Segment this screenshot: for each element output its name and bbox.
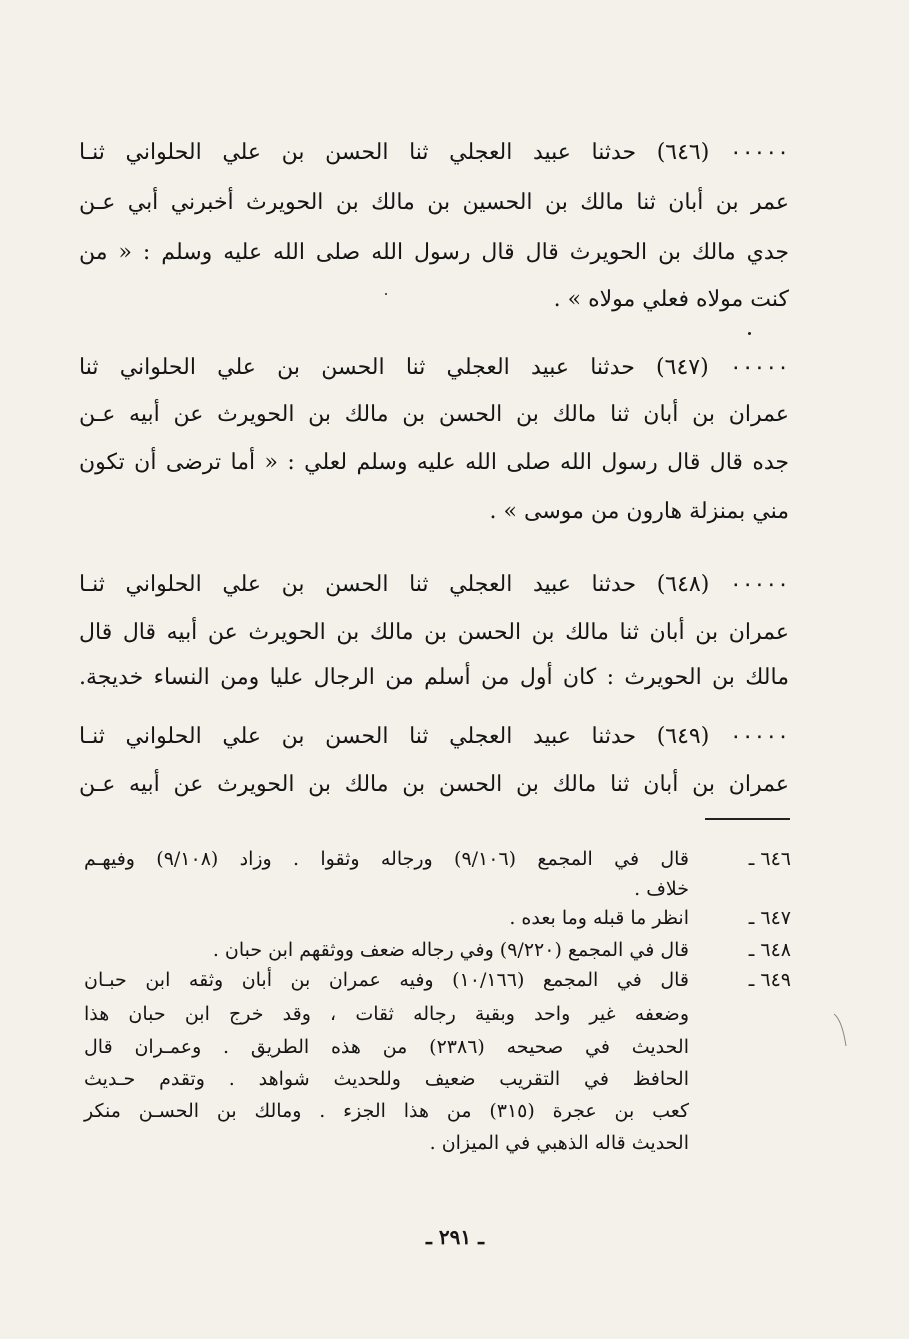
text-line: عمران بن أبان ثنا مالك بن الحسن بن مالك بن الحويرث عن أبيه عـن xyxy=(79,772,789,797)
footnote-line: وضعفه غير واحد وبقية رجاله ثقات ، وقد خرج ابن حبان هذا xyxy=(84,1003,689,1025)
footnote-line: خلاف . xyxy=(634,878,689,900)
text-line: مني بمنزلة هارون من موسى » . xyxy=(489,499,789,524)
text-line: كنت مولاه فعلي مولاه » . xyxy=(553,287,789,312)
footnote-line: الحافظ في التقريب ضعيف وللحديث شواهد . وتقدم حـديث xyxy=(84,1068,689,1090)
footnote-number: ٦٤٩ ـ xyxy=(748,969,791,991)
footnote-line: الحديث قاله الذهبي في الميزان . xyxy=(429,1132,689,1154)
text-line: جدي مالك بن الحويرث قال قال رسول الله صلى الله عليه وسلم : « من xyxy=(79,240,789,265)
footnote-line: قال في المجمع (١٠/١٦٦) وفيه عمران بن أبان وثقه ابن حبـان xyxy=(84,969,689,991)
scan-speck xyxy=(748,332,751,335)
text-line: عمران بن أبان ثنا مالك بن الحسن بن مالك بن الحويرث عن أبيه عـن xyxy=(79,402,789,427)
scan-speck xyxy=(385,293,387,295)
text-line: ٠٠٠٠٠ (٦٤٩) حدثنا عبيد العجلي ثنا الحسن بن علي الحلواني ثنـا xyxy=(79,724,789,749)
footnote-line: قال في المجمع (٩/٢٢٠) وفي رجاله ضعف ووثقهم ابن حبان . xyxy=(212,939,689,961)
footnote-number: ٦٤٧ ـ xyxy=(748,907,791,929)
footnote-line: الحديث في صحيحه (٢٣٨٦) من هذه الطريق . وعمـران قال xyxy=(84,1036,689,1058)
footnote-line: انظر ما قبله وما بعده . xyxy=(509,907,689,929)
footnote-number: ٦٤٨ ـ xyxy=(748,939,791,961)
text-line: ٠٠٠٠٠ (٦٤٨) حدثنا عبيد العجلي ثنا الحسن بن علي الحلواني ثنـا xyxy=(79,572,789,597)
text-line: ٠٠٠٠٠ (٦٤٧) حدثنا عبيد العجلي ثنا الحسن بن علي الحلواني ثنا xyxy=(79,355,789,380)
scan-mark xyxy=(832,1010,852,1050)
footnote-divider xyxy=(705,818,790,820)
text-line: ٠٠٠٠٠ (٦٤٦) حدثنا عبيد العجلي ثنا الحسن بن علي الحلواني ثنـا xyxy=(79,140,789,165)
footnote-number: ٦٤٦ ـ xyxy=(748,848,791,870)
page-number: ـ ٢٩١ ـ xyxy=(426,1225,484,1249)
footnote-line: قال في المجمع (٩/١٠٦) ورجاله وثقوا . وزاد (٩/١٠٨) وفيهـم xyxy=(84,848,690,870)
text-line: جده قال قال رسول الله صلى الله عليه وسلم لعلي : « أما ترضى أن تكون xyxy=(79,450,789,475)
text-line: مالك بن الحويرث : كان أول من أسلم من الرجال عليا ومن النساء خديجة. xyxy=(79,665,789,690)
text-line: عمران بن أبان ثنا مالك بن الحسن بن مالك بن الحويرث عن أبيه قال قال xyxy=(79,620,789,645)
footnote-line: كعب بن عجرة (٣١٥) من هذا الجزء . ومالك بن الحسـن منكر xyxy=(84,1100,689,1122)
text-line: عمر بن أبان ثنا مالك بن الحسين بن مالك بن الحويرث أخبرني أبي عـن xyxy=(79,190,789,215)
